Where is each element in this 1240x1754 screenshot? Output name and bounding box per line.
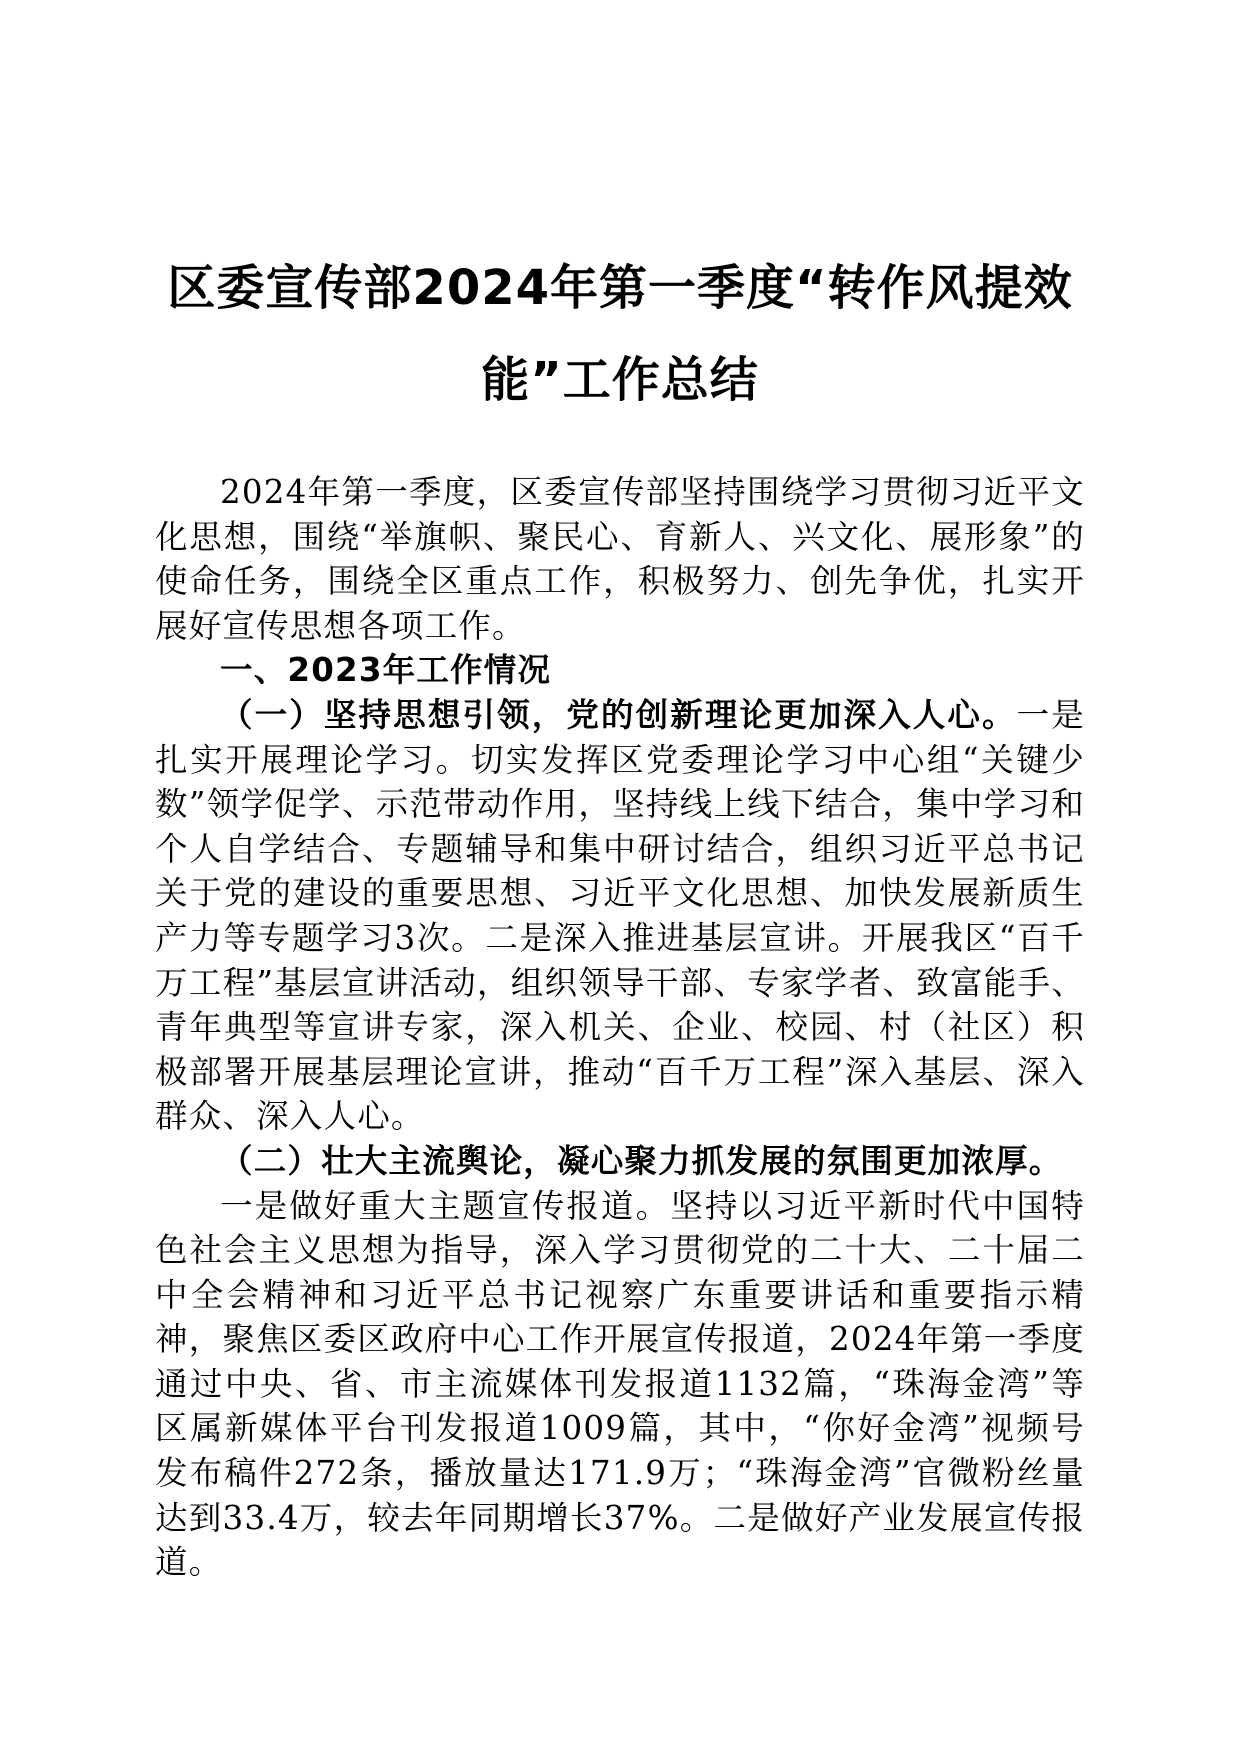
- subsection-1-paragraph: [155, 693, 1085, 1139]
- intro-paragraph: 2024年第一季度，区委宣传部坚持围绕学习贯彻习近平文化思想，围绕“举旗帜、聚民心、育新人、兴文化、展形象”的使命任务，围绕全区重点工作，积极努力、创先争优，扎实开展好宣传思想各项工作。: [155, 473, 1085, 645]
- title-line-1: 区委宣传部2024年第一季度“转作风提效: [167, 260, 1073, 316]
- document-title: [130, 242, 1110, 426]
- section-heading: 一、2023年工作情况: [220, 651, 552, 690]
- subsection-1-heading: （一）坚持思想引领，党的创新理论更加深入人心。: [220, 694, 1017, 734]
- subsection-2-heading: （二）壮大主流舆论，凝心聚力抓发展的氛围更加浓厚。: [220, 1140, 1063, 1180]
- title-line-2: 能”工作总结: [481, 352, 759, 408]
- subsection-2-body: 一是做好重大主题宣传报道。坚持以习近平新时代中国特色社会主义思想为指导，深入学习贯彻党的二十大、二十届二中全会精神和习近平总书记视察广东重要讲话和重要指示精神，聚焦区委区政府中心工作开展宣传报道，2024年第一季度通过中央、省、市主流媒体刊发报道1132篇，“珠海金湾”等区属新媒体平台刊发报道1009篇，其中，“你好金湾”视频号发布稿件272条，播放量达171.9万；“珠海金湾”官微粉丝量达到33.4万，较去年同期增长37%。二是做好产业发展宣传报道。: [155, 1186, 1086, 1582]
- subsection-1-body: 一是扎实开展理论学习。切实发挥区党委理论学习中心组“关键少数”领学促学、示范带动作用，坚持线上线下结合，集中学习和个人自学结合、专题辅导和集中研讨结合，组织习近平总书记关于党的建设的重要思想、习近平文化思想、加快发展新质生产力等专题学习3次。二是深入推进基层宣讲。开展我区“百千万工程”基层宣讲活动，组织领导干部、专家学者、致富能手、青年典型等宣讲专家，深入机关、企业、校园、村（社区）积极部署开展基层理论宣讲，推动“百千万工程”深入基层、深入群众、深入人心。: [155, 695, 1085, 1136]
- document-body: [155, 470, 1085, 1585]
